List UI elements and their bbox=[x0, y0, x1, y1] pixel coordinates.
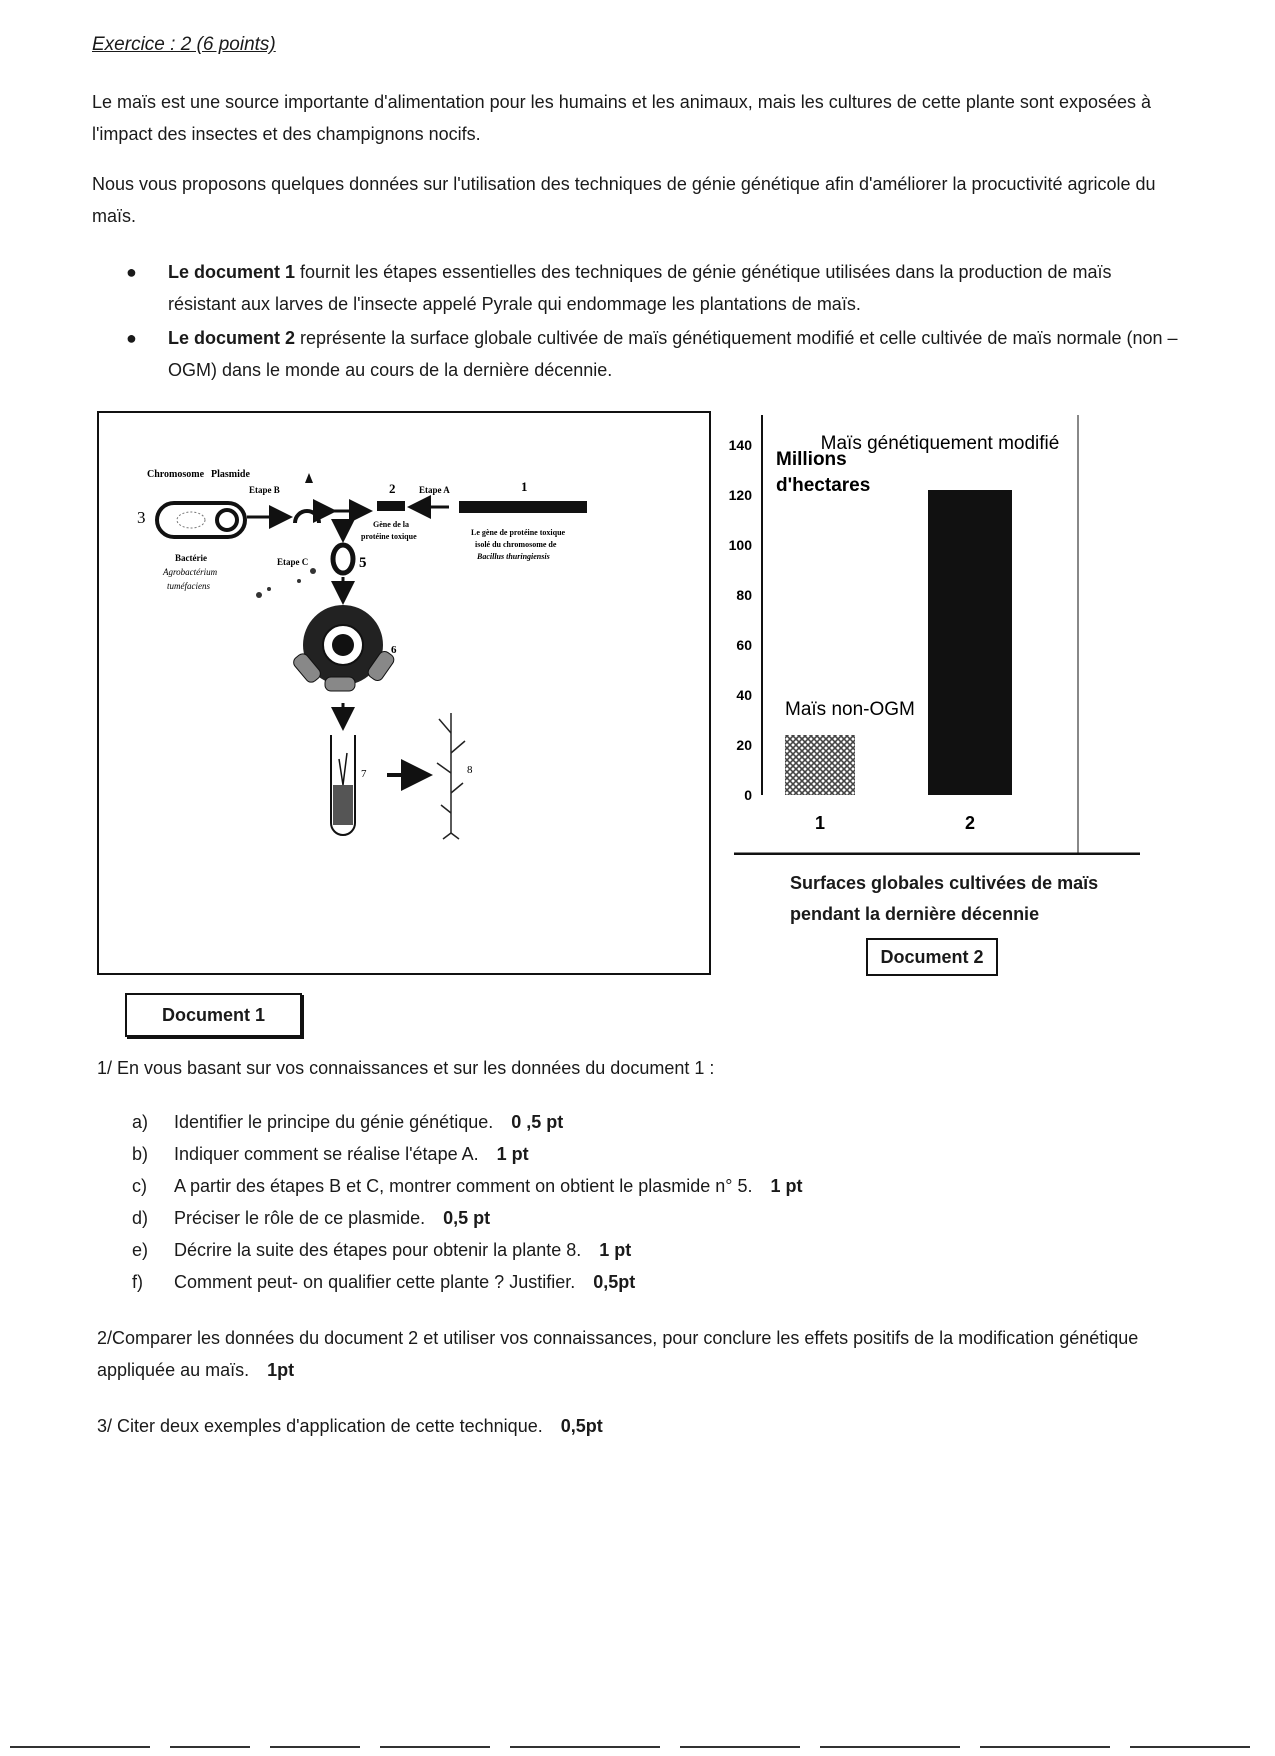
footer-rule bbox=[510, 1746, 660, 1748]
bacterium-icon bbox=[157, 503, 245, 537]
enzyme-fragments-icon bbox=[256, 568, 316, 598]
number-1: 1 bbox=[521, 479, 528, 494]
bacillus-chromosome-icon bbox=[459, 501, 587, 513]
y-label-2: d'hectares bbox=[776, 475, 871, 496]
x-tick-label: 2 bbox=[964, 813, 976, 833]
caption-line-2: pendant la dernière décennie bbox=[790, 904, 1040, 924]
sub-question-letter: e) bbox=[132, 1240, 149, 1260]
bullet-bold: Le document 2 bbox=[168, 328, 296, 348]
document-1-label: Document 1 bbox=[125, 993, 302, 1037]
y-tick-label: 140 bbox=[728, 437, 752, 453]
plant-cell-icon bbox=[291, 605, 396, 691]
sub-question-points: 0 ,5 pt bbox=[511, 1112, 564, 1132]
exercise-title: Exercice : 2 (6 points) bbox=[92, 34, 276, 55]
source-label-3: Bacillus thuringiensis bbox=[477, 552, 550, 561]
open-plasmid-icon bbox=[295, 473, 319, 523]
intro-paragraph-2: Nous vous proposons quelques données sur l'utilisation des techniques de génie génétique afin d'améliorer la procuctivité agricole du maïs. bbox=[92, 174, 1156, 226]
sub-question-points: 1 pt bbox=[770, 1176, 803, 1196]
question-3-text: 3/ Citer deux exemples d'application de cette technique. bbox=[97, 1416, 543, 1436]
legend-non-gmo: Maïs non-OGM bbox=[785, 699, 915, 720]
sub-question-letter: f) bbox=[132, 1272, 143, 1292]
sub-question-text: Préciser le rôle de ce plasmide. bbox=[174, 1208, 426, 1228]
question-3 bbox=[97, 1410, 1187, 1442]
sub-question bbox=[132, 1208, 490, 1229]
bullet-text: fournit les étapes essentielles des techniques de génie génétique utilisées dans la production de maïs résistant aux larves de l'insecte appelé Pyrale qui endommage les plantations de maïs. bbox=[168, 262, 1112, 314]
y-tick-label: 40 bbox=[736, 687, 752, 703]
step-c-label: Etape C bbox=[277, 557, 309, 567]
sub-question-text: Indiquer comment se réalise l'étape A. bbox=[174, 1144, 479, 1164]
footer-rule bbox=[10, 1746, 150, 1748]
footer-rule bbox=[980, 1746, 1110, 1748]
gene-label-1: Gène de la bbox=[373, 520, 409, 529]
number-2: 2 bbox=[389, 481, 396, 496]
sub-question-points: 0,5pt bbox=[593, 1272, 636, 1292]
source-label-1: Le gène de protéine toxique bbox=[471, 528, 566, 537]
agrobacterium-label-1: Agrobactérium bbox=[163, 567, 218, 577]
source-label-2: isolé du chromosome de bbox=[475, 540, 557, 549]
chromosome-label: Chromosome bbox=[147, 469, 205, 480]
sub-question bbox=[132, 1240, 631, 1261]
y-label-1: Millions bbox=[776, 449, 847, 470]
footer-rule bbox=[820, 1746, 960, 1748]
bullet-item bbox=[128, 322, 1178, 386]
document-2-caption bbox=[790, 868, 1150, 930]
bullet-item bbox=[128, 256, 1178, 320]
document-1-diagram bbox=[97, 411, 711, 975]
footer-rule bbox=[380, 1746, 490, 1748]
plasmid-label: Plasmide bbox=[211, 469, 250, 480]
footer-rule bbox=[170, 1746, 250, 1748]
document-2-bar-chart bbox=[700, 415, 1150, 855]
gene-label-2: protéine toxique bbox=[361, 532, 417, 541]
question-2-points: 1pt bbox=[267, 1360, 295, 1380]
sub-question bbox=[132, 1112, 563, 1133]
sub-question-letter: b) bbox=[132, 1144, 149, 1164]
footer-rule bbox=[270, 1746, 360, 1748]
sub-question-points: 1 pt bbox=[496, 1144, 529, 1164]
number-7: 7 bbox=[361, 768, 367, 780]
number-8: 8 bbox=[467, 764, 473, 776]
sub-question-text: Décrire la suite des étapes pour obtenir la plante 8. bbox=[174, 1240, 582, 1260]
sub-question-text: Comment peut- on qualifier cette plante ? Justifier. bbox=[174, 1272, 576, 1292]
sub-question-text: A partir des étapes B et C, montrer comment on obtient le plasmide n° 5. bbox=[174, 1176, 753, 1196]
x-tick-label: 1 bbox=[814, 813, 826, 833]
legend-gm-maize: Maïs génétiquement modifié bbox=[820, 433, 1060, 454]
agrobacterium-label-2: tuméfaciens bbox=[167, 581, 210, 591]
question-3-points: 0,5pt bbox=[560, 1416, 603, 1436]
sub-question-letter: d) bbox=[132, 1208, 149, 1228]
document-2-label: Document 2 bbox=[866, 938, 998, 976]
step-a-label: Etape A bbox=[419, 485, 450, 495]
bullet-bold: Le document 1 bbox=[168, 262, 296, 282]
sub-question bbox=[132, 1176, 803, 1197]
bacterium-label: Bactérie bbox=[175, 553, 207, 563]
test-tube-icon bbox=[331, 735, 355, 835]
y-tick-label: 0 bbox=[744, 787, 752, 803]
footer-rule bbox=[1130, 1746, 1250, 1748]
question-2 bbox=[97, 1322, 1187, 1386]
bar-gm-maize bbox=[928, 490, 1012, 795]
bar-non-gmo bbox=[785, 735, 855, 795]
sub-question-text: Identifier le principe du génie génétique. bbox=[174, 1112, 494, 1132]
gene-fragment-icon bbox=[377, 501, 405, 511]
intro-paragraph-1: Le maïs est une source importante d'alimentation pour les humains et les animaux, mais les cultures de cette plante sont exposées à l'impact des insectes et des champignons nocifs. bbox=[92, 92, 1152, 144]
sub-question bbox=[132, 1272, 635, 1293]
number-5: 5 bbox=[359, 555, 367, 571]
question-2-text: 2/Comparer les données du document 2 et utiliser vos connaissances, pour conclure les effets positifs de la modification génétique appliquée au maïs. bbox=[97, 1328, 1139, 1380]
sub-question bbox=[132, 1144, 529, 1165]
recombinant-plasmid-icon bbox=[333, 545, 353, 573]
y-tick-label: 120 bbox=[728, 487, 752, 503]
sub-question-letter: c) bbox=[132, 1176, 147, 1196]
transgenic-plant-icon bbox=[437, 713, 465, 839]
bullet-icon: ● bbox=[126, 328, 137, 348]
sub-question-points: 1 pt bbox=[599, 1240, 632, 1260]
y-tick-label: 80 bbox=[736, 587, 752, 603]
y-tick-label: 100 bbox=[728, 537, 752, 553]
caption-line-1: Surfaces globales cultivées de maïs bbox=[790, 873, 1099, 893]
bullet-icon: ● bbox=[126, 262, 137, 282]
number-6: 6 bbox=[391, 644, 397, 656]
question-1-intro: 1/ En vous basant sur vos connaissances et sur les données du document 1 : bbox=[97, 1058, 715, 1078]
number-3: 3 bbox=[137, 508, 146, 527]
step-b-label: Etape B bbox=[249, 485, 280, 495]
y-tick-label: 20 bbox=[736, 737, 752, 753]
bullet-text: représente la surface globale cultivée de maïs génétiquement modifié et celle cultivée de maïs normale (non – OGM) dans le monde au cours de la dernière décennie. bbox=[168, 328, 1178, 380]
footer-rule bbox=[680, 1746, 800, 1748]
sub-question-points: 0,5 pt bbox=[443, 1208, 491, 1228]
y-tick-label: 60 bbox=[736, 637, 752, 653]
sub-question-letter: a) bbox=[132, 1112, 149, 1132]
